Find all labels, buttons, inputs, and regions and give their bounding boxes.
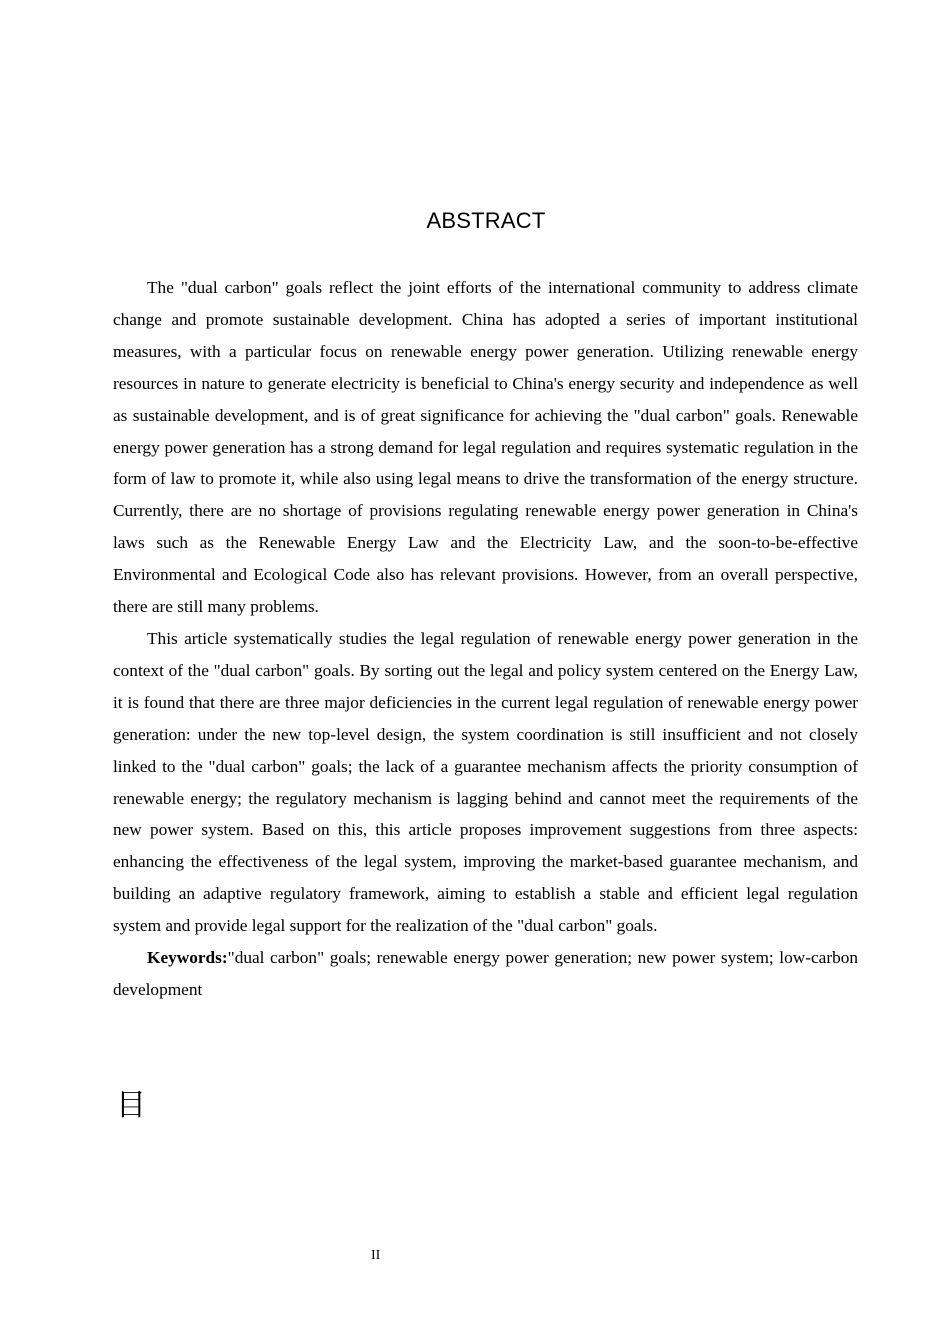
keywords-text: "dual carbon" goals; renewable energy power generation; new power system; low-carbon development	[113, 948, 858, 999]
page-number: II	[371, 1248, 381, 1263]
toc-heading-glyph: 目	[116, 1088, 146, 1123]
abstract-body	[113, 272, 858, 1006]
keywords-paragraph	[113, 942, 858, 1006]
abstract-paragraph-1: The "dual carbon" goals reflect the joint efforts of the international community to address climate change and promote sustainable development. China has adopted a series of important institutional measures, with a particular focus on renewable energy power generation. Utilizing renewable energy resources in nature to generate electricity is beneficial to China's energy security and independence as well as sustainable development, and is of great significance for achieving the "dual carbon" goals. Renewable energy power generation has a strong demand for legal regulation and requires systematic regulation in the form of law to promote it, while also using legal means to drive the transformation of the energy structure. Currently, there are no shortage of provisions regulating renewable energy power generation in China's laws such as the Renewable Energy Law and the Electricity Law, and the soon-to-be-effective Environmental and Ecological Code also has relevant provisions. However, from an overall perspective, there are still many problems.	[113, 278, 858, 617]
abstract-paragraph-2: This article systematically studies the legal regulation of renewable energy power generation in the context of the "dual carbon" goals. By sorting out the legal and policy system centered on the Energy Law, it is found that there are three major deficiencies in the current legal regulation of renewable energy power generation: under the new top-level design, the system coordination is still insufficient and not closely linked to the "dual carbon" goals; the lack of a guarantee mechanism affects the priority consumption of renewable energy; the regulatory mechanism is lagging behind and cannot meet the requirements of the new power system. Based on this, this article proposes improvement suggestions from three aspects: enhancing the effectiveness of the legal system, improving the market-based guarantee mechanism, and building an adaptive regulatory framework, aiming to establish a stable and efficient legal regulation system and provide legal support for the realization of the "dual carbon" goals.	[113, 628, 858, 936]
keywords-label: Keywords:	[147, 948, 228, 968]
abstract-title: ABSTRACT	[426, 208, 546, 233]
